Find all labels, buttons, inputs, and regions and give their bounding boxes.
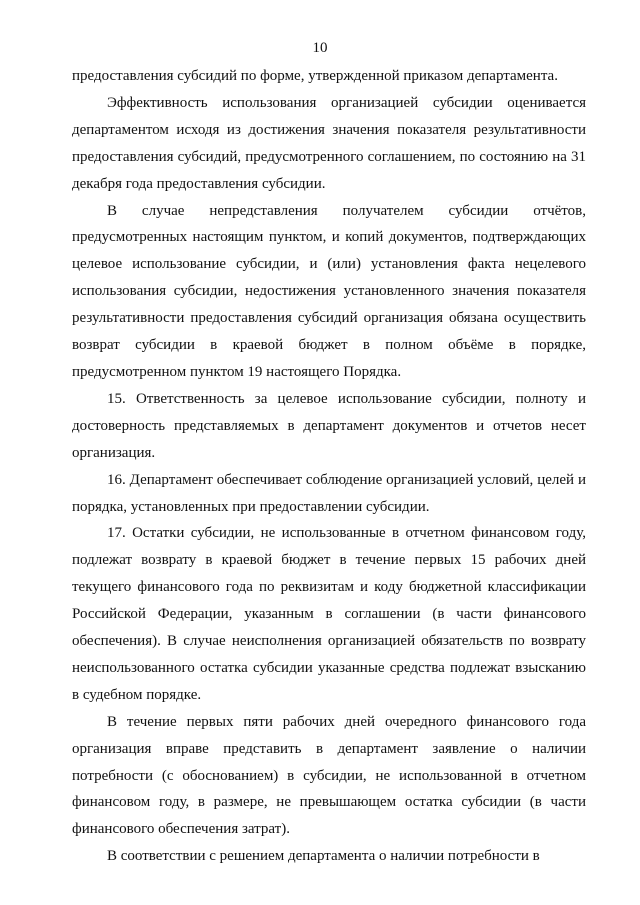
paragraph-decision-start: В соответствии с решением департамента о наличии потребности в: [107, 848, 540, 865]
paragraph-item-15: 15. Ответственность за целевое использование субсидии, полноту и достоверность представляемых в департамент документов и отчетов несет организация.: [72, 390, 586, 461]
page-number: 10: [312, 40, 328, 56]
document-body: [72, 63, 586, 870]
paragraph-first-five-days: В течение первых пяти рабочих дней очередного финансового года организация вправе представить в департамент заявление о наличии потребности (с обоснованием) в субсидии, не использованной в отчетном финансовом году, в размере, не превышающем остатка субсидии (в части финансового обеспечения затрат).: [72, 713, 586, 838]
paragraph-item-17: 17. Остатки субсидии, не использованные в отчетном финансовом году, подлежат возврату в краевой бюджет в течение первых 15 рабочих дней текущего финансового года по реквизитам и коду бюджетной классификации Российской Федерации, указанным в соглашении (в части финансового обеспечения). В случае неисполнения организацией обязательств по возврату неиспользованного остатка субсидии указанные средства подлежат взысканию в судебном порядке.: [72, 525, 586, 703]
paragraph-effectiveness: Эффективность использования организацией субсидии оценивается департаментом исходя из достижения значения показателя результативности предоставления субсидий, предусмотренного соглашением, по состоянию на 31 декабря года предоставления субсидии.: [72, 94, 586, 192]
paragraph-item-16: 16. Департамент обеспечивает соблюдение организацией условий, целей и порядка, установленных при предоставлении субсидии.: [72, 471, 586, 515]
paragraph-continuation: предоставления субсидий по форме, утвержденной приказом департамента.: [72, 68, 558, 84]
paragraph-refund-case: В случае непредставления получателем субсидии отчётов, предусмотренных настоящим пунктом, и копий документов, подтверждающих целевое использование субсидии, и (или) установления факта нецелевого использования субсидии, недостижения установленного значения показателя результативности предоставления субсидий организация обязана осуществить возврат субсидии в краевой бюджет в полном объёме в порядке, предусмотренном пунктом 19 настоящего Порядка.: [72, 202, 586, 380]
